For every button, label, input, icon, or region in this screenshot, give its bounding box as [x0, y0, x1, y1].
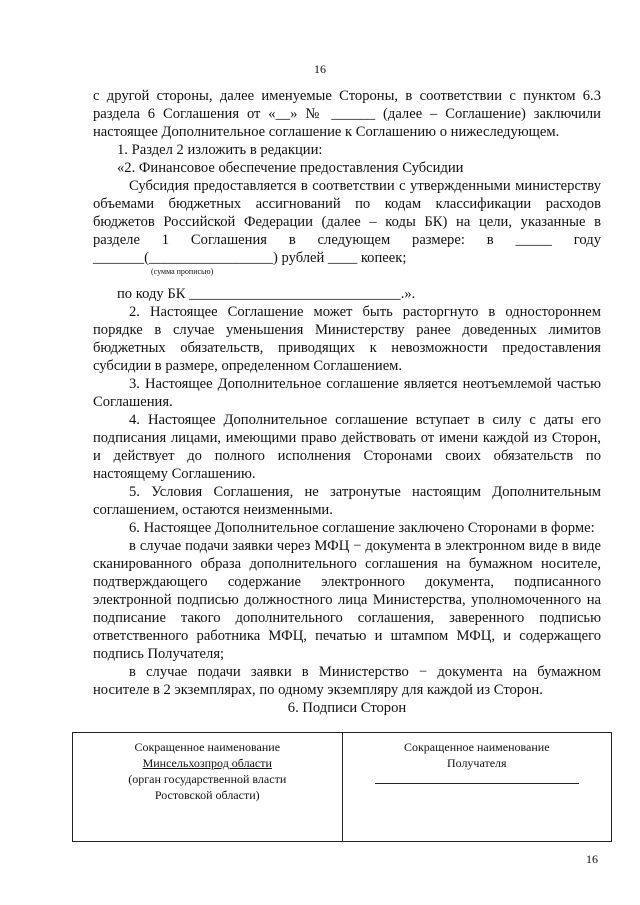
cell-title: Сокращенное наименование — [403, 740, 550, 754]
paragraph: 4. Настоящее Дополнительное соглашение вступает в силу с даты его подписания лицами, имеющими право действовать от имени каждой из Сторон, и действует до полного исполнения Сторонами своих обязательств по настоящему Соглашению. — [93, 412, 601, 482]
document-body — [93, 87, 601, 717]
paragraph: «2. Финансовое обеспечение предоставления Субсидии — [117, 160, 464, 176]
paragraph: с другой стороны, далее именуемые Стороны, в соответствии с пунктом 6.3 раздела 6 Соглашения от «__» № ______ (далее – Соглашение) заключили настоящее Дополнительное соглашение к Соглашению о нижеследующем. — [93, 88, 601, 140]
paragraph: по коду БК _____________________________.». — [117, 286, 416, 302]
paragraph: в случае подачи заявки через МФЦ − документа в электронном виде в виде сканированного образа дополнительного соглашения на бумажном носителе, подтверждающего содержание электронного документа, подписанного электронной подписью должностного лица Министерства, уполномоченного на подписание такого дополнительного соглашения, заверенного подписью ответственного работника МФЦ, печатью и штампом МФЦ, и содержащего подпись Получателя; — [93, 538, 601, 662]
cell-note: Ростовской области) — [154, 788, 260, 802]
paragraph: в случае подачи заявки в Министерство − документа на бумажном носителе в 2 экземплярах, по одному экземпляру для каждой из Сторон. — [93, 664, 601, 698]
recipient-label: Получателя — [446, 756, 507, 770]
ministry-name: Минсельхозпрод области — [142, 756, 272, 770]
signature-cell-left — [73, 733, 342, 841]
page-number-top: 16 — [314, 62, 326, 76]
cell-note: (орган государственной власти — [128, 772, 287, 786]
paragraph: 3. Настоящее Дополнительное соглашение является неотъемлемой частью Соглашения. — [93, 376, 601, 410]
paragraph: 2. Настоящее Соглашение может быть расторгнуто в одностороннем порядке в случае уменьшения Министерству ранее доведенных лимитов бюджетных обязательств, приводящих к невозможности предоставления субсидии в размере, определенном Соглашением. — [93, 304, 601, 374]
cell-title: Сокращенное наименование — [134, 740, 281, 754]
signature-table — [72, 732, 612, 842]
recipient-name-line — [375, 771, 579, 784]
page-number-bottom: 16 — [586, 852, 598, 866]
paragraph: Субсидия предоставляется в соответствии с утвержденными министерству объемами бюджетных ассигнований по кодам классификации расходов бюджетов Российской Федерации (далее – коды БК) на цели, указанные в разделе 1 Соглашения в следующем размере: в _____ году _______(_________________) рублей ____ копеек; — [93, 178, 601, 266]
amount-caption: (сумма прописью) — [151, 267, 214, 276]
section-heading: 6. Подписи Сторон — [287, 700, 407, 716]
signature-cell-right — [342, 733, 612, 841]
paragraph: 6. Настоящее Дополнительное соглашение заключено Сторонами в форме: — [129, 520, 595, 536]
paragraph: 5. Условия Соглашения, не затронутые настоящим Дополнительным соглашением, остаются неизменными. — [93, 484, 601, 518]
paragraph: 1. Раздел 2 изложить в редакции: — [117, 142, 323, 158]
